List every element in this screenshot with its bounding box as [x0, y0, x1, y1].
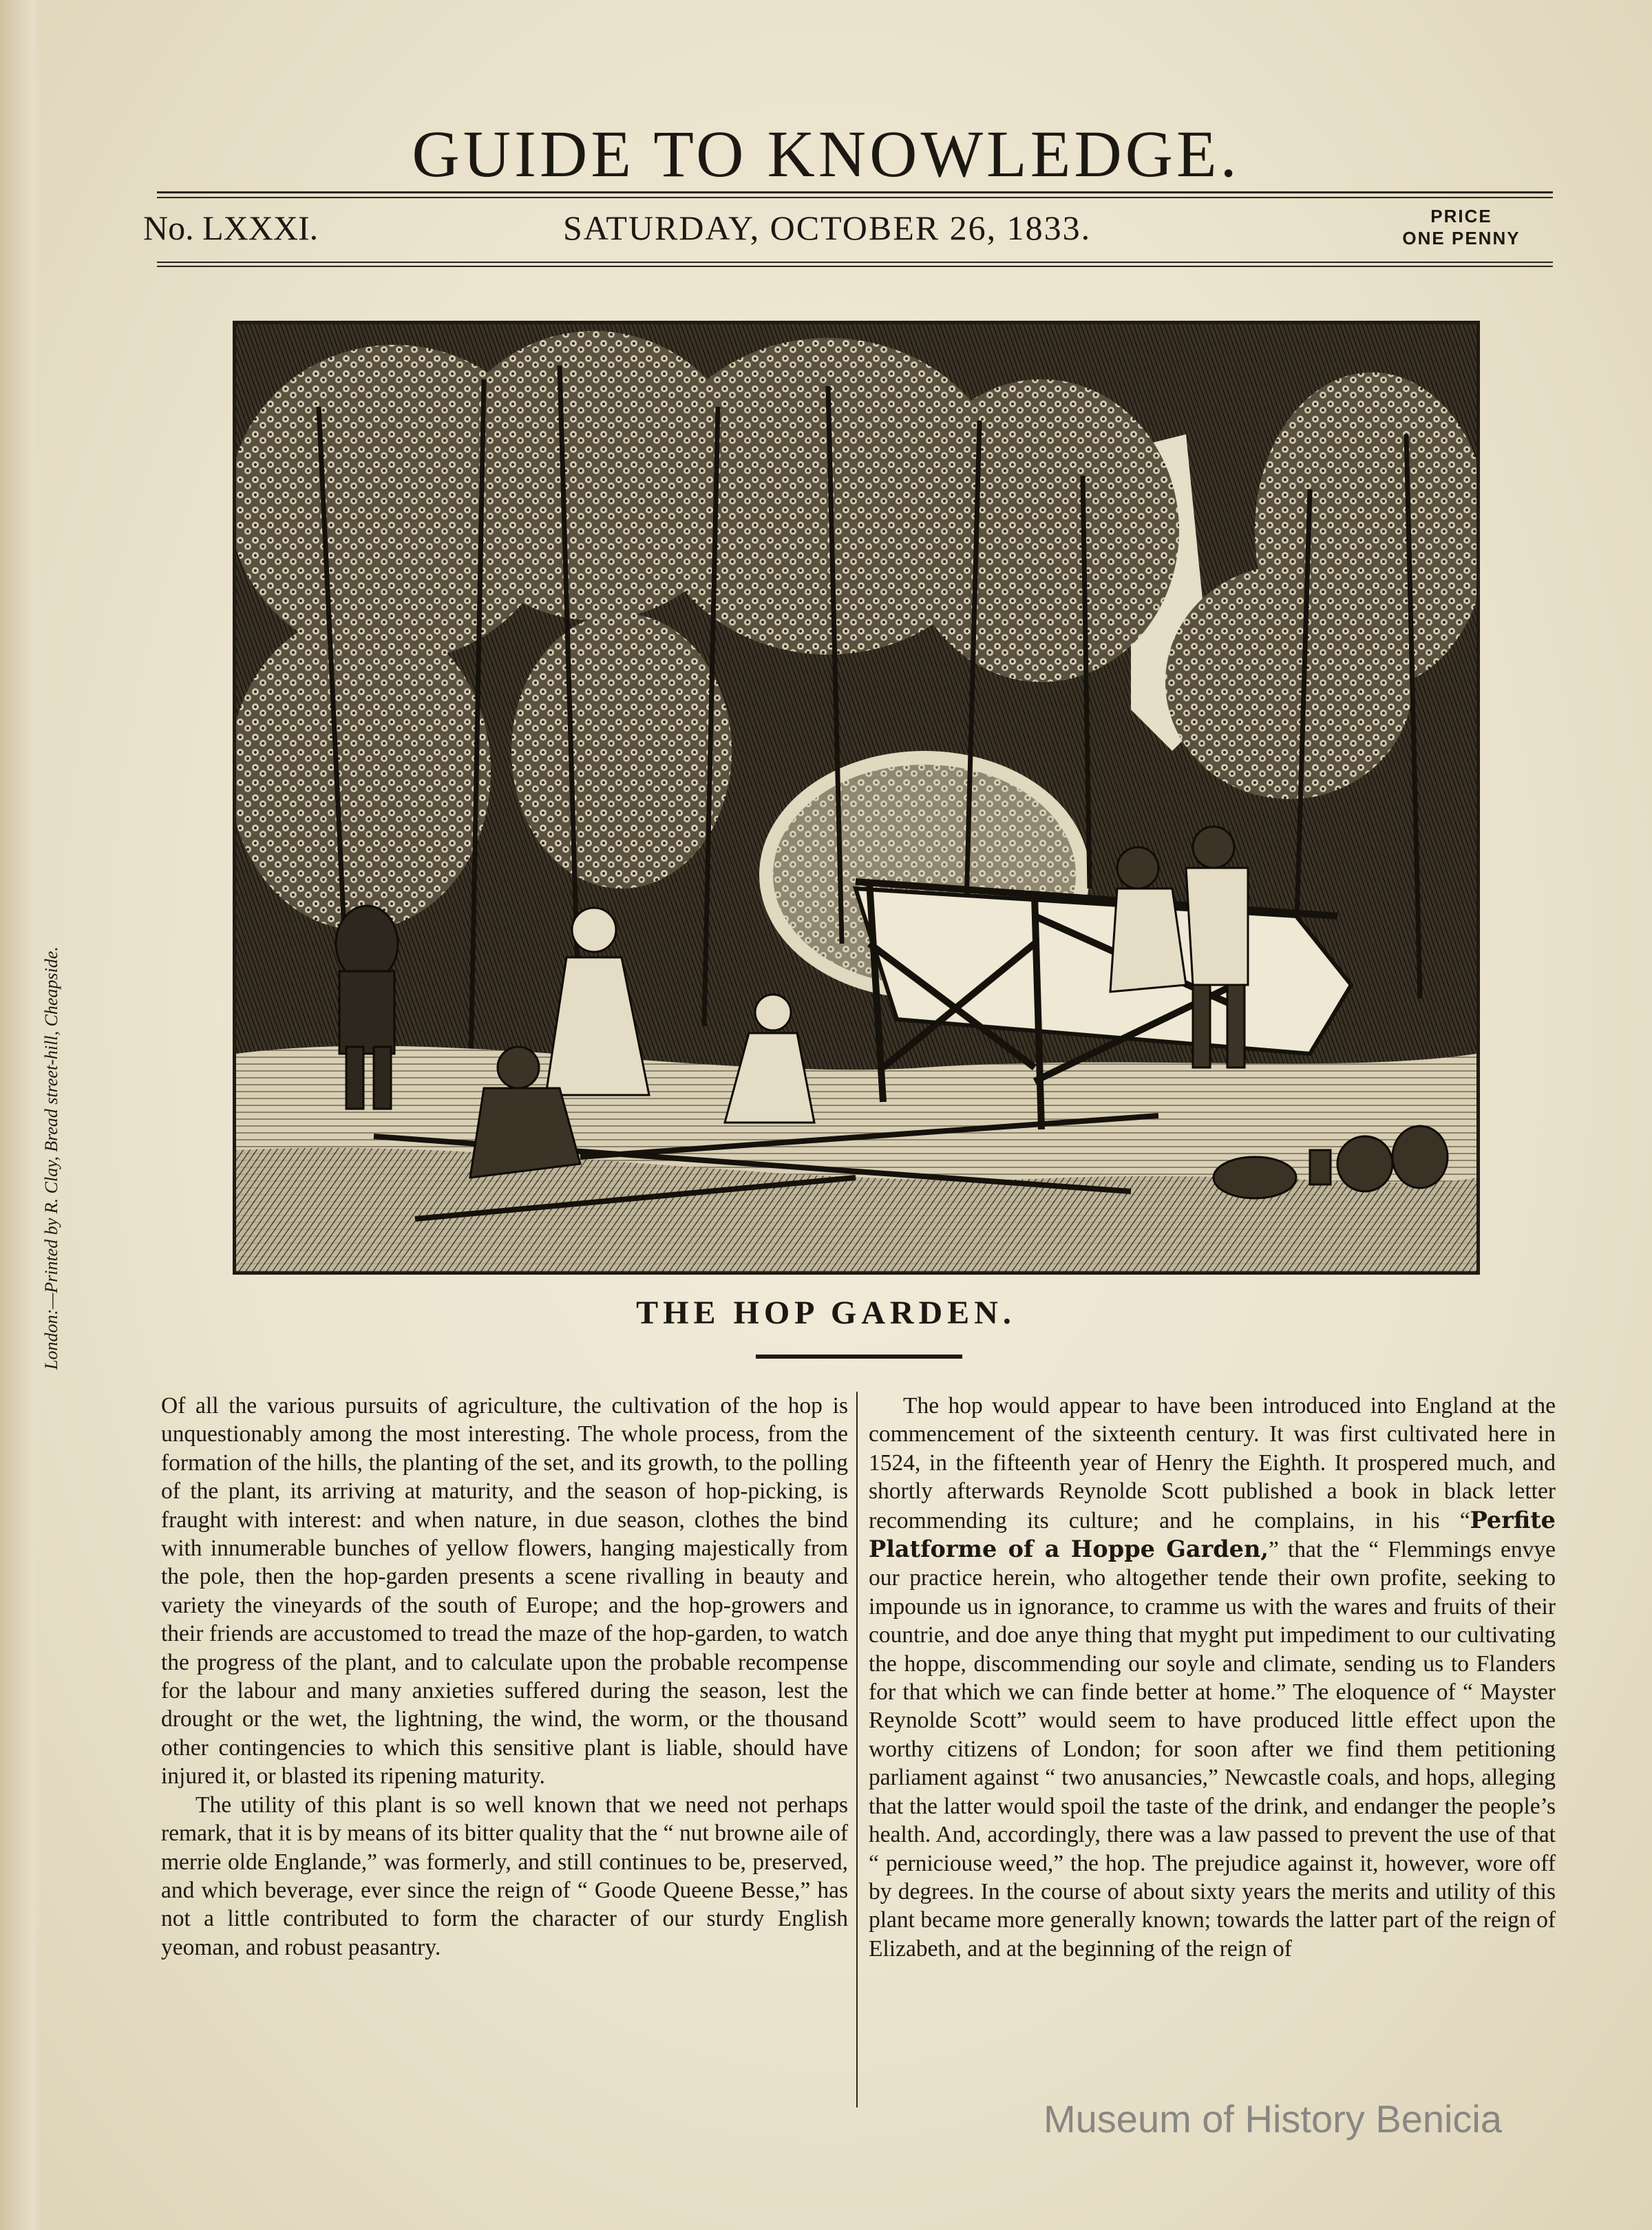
museum-watermark: Museum of History Benicia [1044, 2097, 1503, 2141]
price-label: PRICE [1430, 206, 1492, 226]
paragraph-1: Of all the various pursuits of agriculture, the cultivation of the hop is unquestionably among the most interesting. The whole process, from the formation of the hills, the planting of the set, and its growth, to the polling of the plant, its arriving at maturity, and the season of hop-picking, is fraught with interest: and when nature, in due season, clothes the bind with innumerable bunches of yellow flowers, hanging majestically from the pole, then the hop-garden presents a scene rivalling in beauty and variety the vineyards of the south of Europe; and the hop-growers and their friends are accustomed to tread the maze of the hop-garden, to watch the progress of the plant, and to calculate upon the probable recompense for the labour and many anxieties suffered during the season, lest the drought or the wet, the lightning, the wind, the worm, or the thousand other contingencies to which this sensitive plant is liable, should have injured it, or blasted its ripening maturity. [161, 1393, 848, 1790]
column-divider [856, 1392, 858, 2107]
printer-imprint-text: London:—Printed by R. Clay, Bread street-hill, Cheapside. [41, 946, 61, 1370]
paragraph-3-part-1: The hop would appear to have been introduced into England at the commencement of the sixteenth century. It was first cultivated here in 1524, in the fifteenth year of Henry the Eighth. It prospered much, and shortly afterwards Reynolde Scott published a book in black letter recommending its culture; and he complains, in his “ [869, 1393, 1556, 1533]
masthead-rule-top [157, 191, 1553, 193]
masthead-title: GUIDE TO KNOWLEDGE. [412, 117, 1240, 191]
masthead-rule-bottom-thin [157, 266, 1553, 267]
issue-date: SATURDAY, OCTOBER 26, 1833. [563, 209, 1092, 247]
book-title-blackletter: Perfite Platforme of a Hoppe Garden, [869, 1506, 1556, 1563]
paragraph-3-part-2: ” that the “ Flemmings envye our practice herein, who altogether tende their own profite, seeking to impounde us in ignorance, to cramme us with the wares and fruits of their countrie, and doe anye thing that myght put impediment to our cultivating the hoppe, discommending our soyle and climate, sending us to Flanders for that which we can finde better at home.” The eloquence of “ Mayster Reynolde Scott” would seem to have produced little effect upon the worthy citizens of London; for soon after we find them petitioning parliament against “ two anusancies,” Newcastle coals, and hops, alleging that the latter would spoil the taste of the drink, and endanger the people’s health. And, accordingly, there was a law passed to prevent the use of that “ perniciouse weed,” the hop. The prejudice against it, however, wore off by degrees. In the course of about sixty years the merits and utility of this plant became more generally known; towards the latter part of the reign of Elizabeth, and at the beginning of the reign of [869, 1537, 1556, 1962]
paragraph-3 [869, 1392, 1556, 1963]
masthead-rule-top-thin [157, 197, 1553, 198]
price-value: ONE PENNY [1402, 228, 1521, 248]
price-box [1375, 205, 1547, 249]
paragraph-2: The utility of this plant is so well known that we need not perhaps remark, that it is by means of its bitter quality that the “ nut browne aile of merrie olde Englande,” was formerly, and still continues to be, preserved, and which beverage, ever since the reign of “ Goode Queene Besse,” has not a little contributed to form the character of our sturdy English yeoman, and robust peasantry. [161, 1792, 848, 1960]
hop-garden-engraving [233, 321, 1480, 1275]
article-column-left [161, 1392, 848, 1962]
masthead-rule-bottom [157, 262, 1553, 263]
article-heading: THE HOP GARDEN. [636, 1295, 1016, 1331]
page-edge-shadow [0, 0, 41, 2230]
article-column-right [869, 1392, 1556, 1963]
issue-number: No. LXXXI. [143, 209, 319, 247]
heading-rule [756, 1355, 962, 1359]
